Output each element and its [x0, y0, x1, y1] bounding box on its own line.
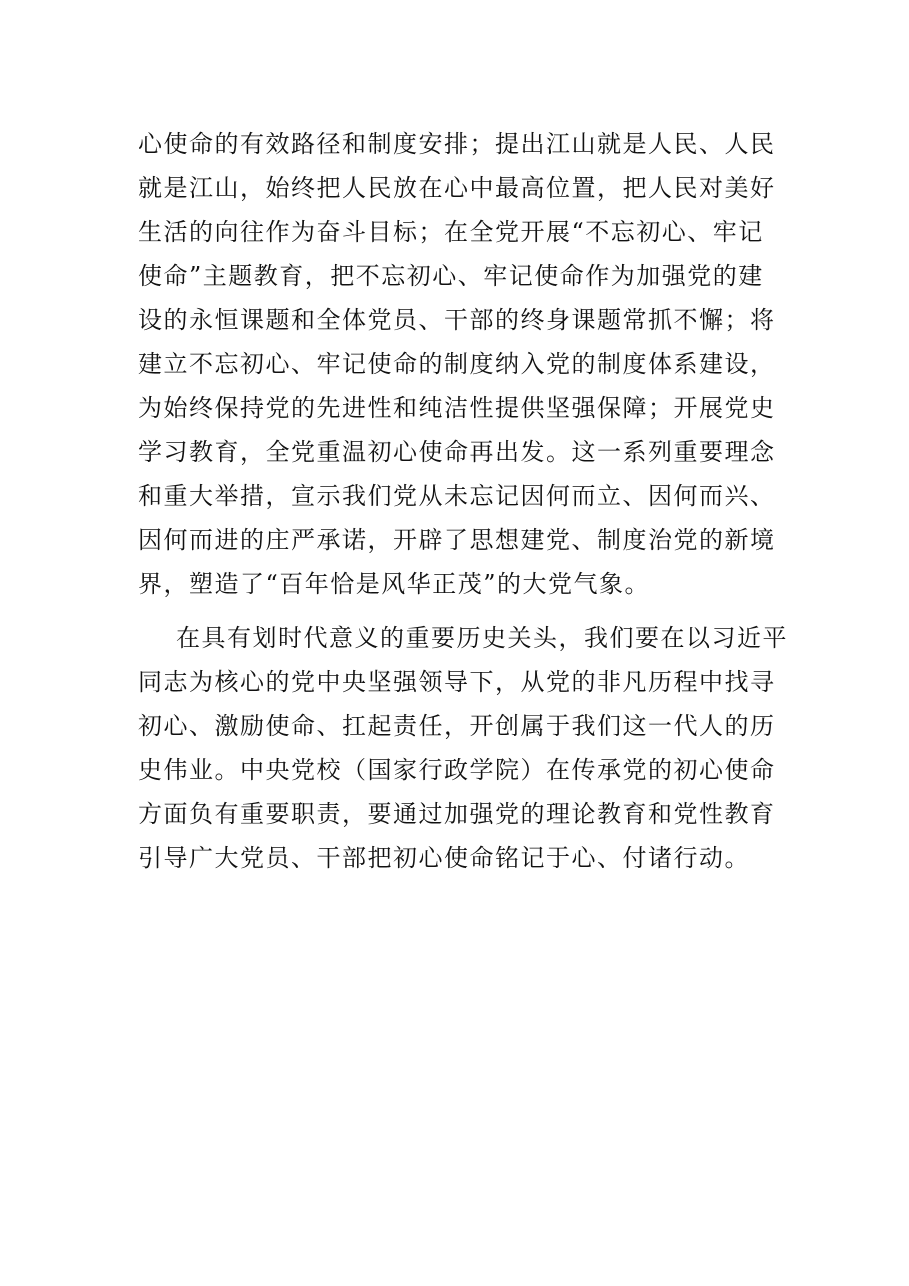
- paragraph-line: 因何而进的庄严承诺，开辟了思想建党、制度治党的新境: [138, 526, 776, 554]
- paragraph-line: 初心、激励使命、扛起责任，开创属于我们这一代人的历: [138, 712, 776, 740]
- paragraph-spacing: [138, 606, 778, 616]
- paragraph-line: 界，塑造了“百年恰是风华正茂”的大党气象。: [138, 570, 651, 598]
- paragraph-line: 心使命的有效路径和制度安排；提出江山就是人民、人民: [138, 130, 776, 158]
- paragraph-line: 史伟业。中央党校（国家行政学院）在传承党的初心使命: [138, 756, 776, 784]
- paragraph-line: 就是江山，始终把人民放在心中最高位置，把人民对美好: [138, 174, 776, 202]
- paragraph-line: 方面负有重要职责，要通过加强党的理论教育和党性教育: [138, 800, 776, 828]
- paragraph-line: 同志为核心的党中央坚强领导下，从党的非凡历程中找寻: [138, 668, 776, 696]
- paragraph-line: 和重大举措，宣示我们党从未忘记因何而立、因何而兴、: [138, 482, 776, 510]
- paragraph-line: 引导广大党员、干部把初心使命铭记于心、付诸行动。: [138, 844, 750, 872]
- paragraph-line: 在具有划时代意义的重要历史关头，我们要在以习近平: [176, 624, 788, 652]
- paragraph-line: 使命”主题教育，把不忘初心、牢记使命作为加强党的建: [138, 262, 764, 290]
- paragraph-1: [138, 122, 778, 606]
- paragraph-2: [138, 616, 788, 880]
- paragraph-line: 为始终保持党的先进性和纯洁性提供坚强保障；开展党史: [138, 394, 776, 422]
- paragraph-line: 设的永恒课题和全体党员、干部的终身课题常抓不懈；将: [138, 306, 776, 334]
- paragraph-line: 生活的向往作为奋斗目标；在全党开展“不忘初心、牢记: [138, 218, 764, 246]
- paragraph-line: 学习教育，全党重温初心使命再出发。这一系列重要理念: [138, 438, 776, 466]
- paragraph-line: 建立不忘初心、牢记使命的制度纳入党的制度体系建设，: [138, 350, 776, 378]
- document-body: [138, 122, 788, 880]
